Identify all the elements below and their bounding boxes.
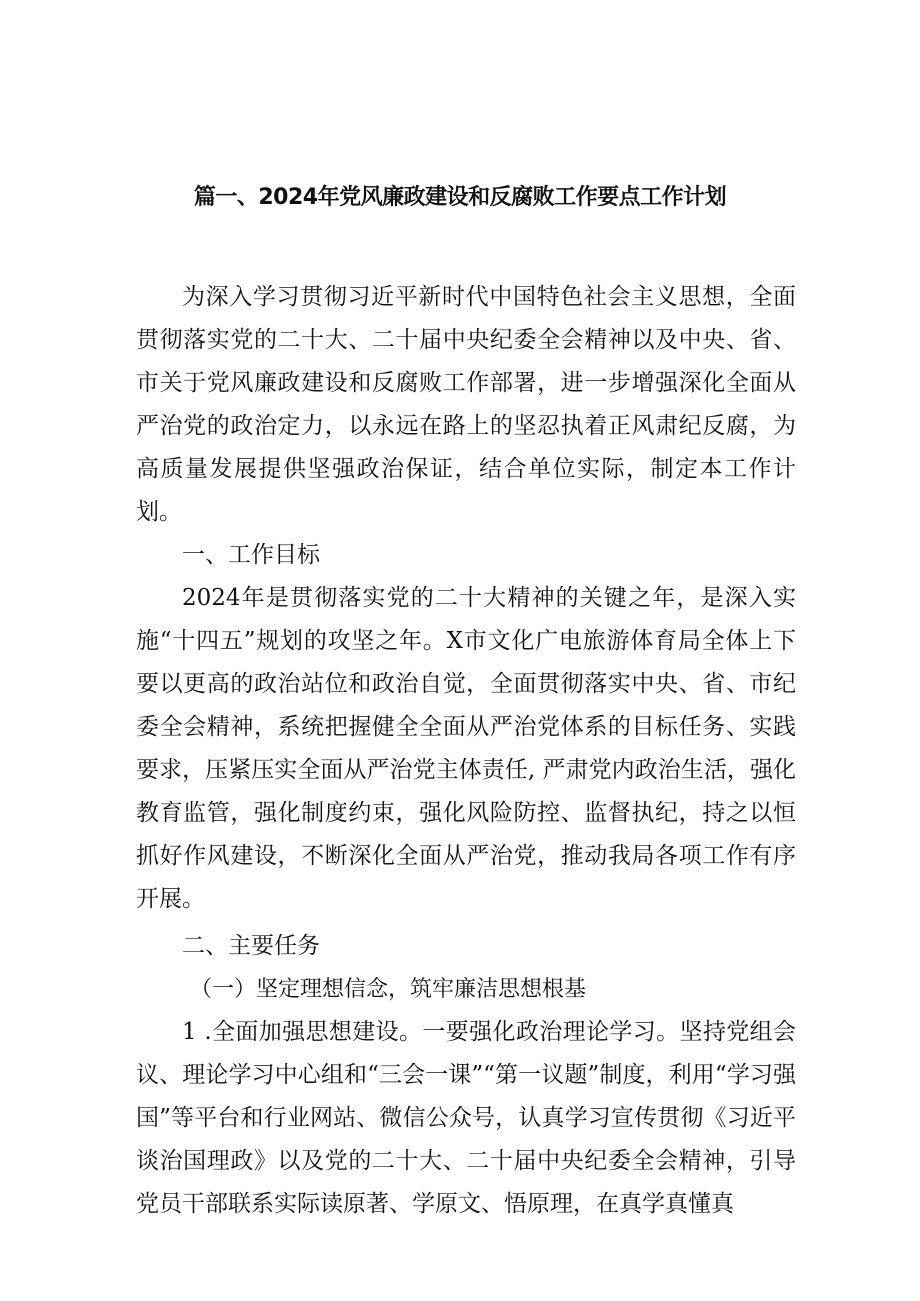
goals-paragraph: 2024年是贯彻落实党的二十大精神的关键之年，是深入实施“十四五”规划的攻坚之年。X市文化广电旅游体育局全体上下要以更高的政治站位和政治自觉，全面贯彻落实中央、省、市纪委全会精神，系统把握健全全面从严治党体系的目标任务、实践要求，压紧压实全面从严治党主体责任, 严肃党内政治生活，强化教育监管，强化制度约束，强化风险防控、监督执纪，持之以恒抓好作风建设，不断深化全面从严治党，推动我局各项工作有序开展。 — [136, 585, 796, 912]
document-title: 篇一、2024年党风廉政建设和反腐败工作要点工作计划 — [193, 185, 727, 210]
document-body — [136, 276, 796, 1226]
intro-paragraph: 为深入学习贯彻习近平新时代中国特色社会主义思想，全面贯彻落实党的二十大、二十届中央纪委全会精神以及中央、省、市关于党风廉政建设和反腐败工作部署，进一步增强深化全面从严治党的政治定力，以永远在路上的坚忍执着正风肃纪反腐，为高质量发展提供坚强政治保证，结合单位实际，制定本工作计划。 — [136, 284, 796, 525]
section-heading-goals: 一、工作目标 — [182, 542, 320, 568]
subsection-heading: （一）坚定理想信念，筑牢廉洁思想根基 — [190, 977, 587, 1002]
section-heading-tasks: 二、主要任务 — [182, 933, 320, 959]
tasks-paragraph: 1 .全面加强思想建设。一要强化政治理论学习。坚持党组会议、理论学习中心组和“三会一课”“第一议题”制度，利用“学习强国”等平台和行业网站、微信公众号，认真学习宣传贯彻《习近平谈治国理政》以及党的二十大、二十届中央纪委全会精神，引导党员干部联系实际读原著、学原文、悟原理，在真学真懂真 — [136, 1019, 796, 1217]
